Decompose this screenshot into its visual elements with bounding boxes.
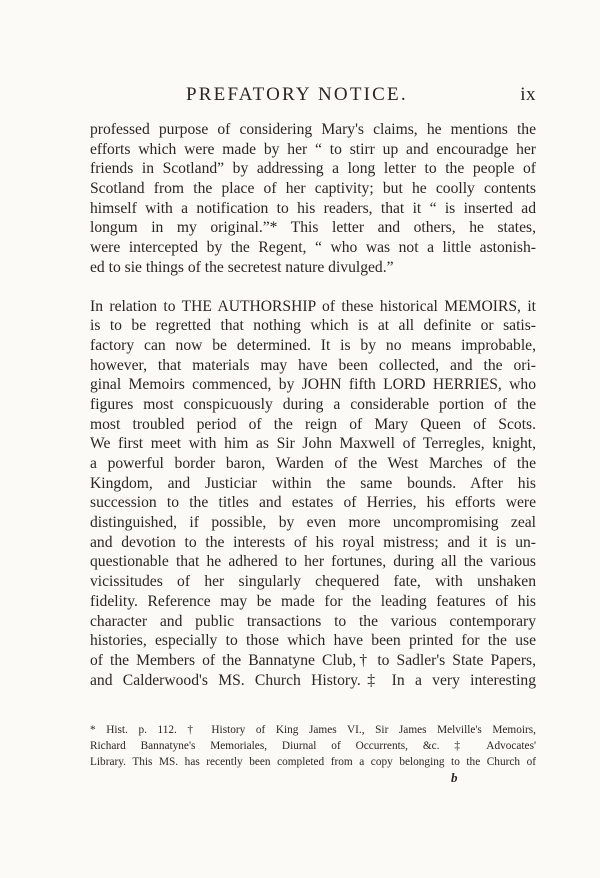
text-line: efforts which were made by her “ to stirr up and encouradge her xyxy=(90,140,536,158)
text-line: succession to the titles and estates of Herries, his efforts were xyxy=(90,494,536,512)
text-line: In relation to THE AUTHORSHIP of these historical MEMOIRS, it xyxy=(90,297,536,315)
text-line: were intercepted by the Regent, “ who was not a little astonish- xyxy=(90,239,536,257)
text-line: is to be regretted that nothing which is at all definite or satis- xyxy=(90,317,536,335)
text-line: distinguished, if possible, by even more uncompromising zeal xyxy=(90,514,536,532)
footnotes xyxy=(90,722,536,770)
running-title: PREFATORY NOTICE. xyxy=(186,84,408,105)
body-text xyxy=(90,120,536,690)
text-line: himself with a notification to his readers, that it “ is inserted ad xyxy=(90,199,536,217)
text-line: vicissitudes of her singularly chequered fate, with unshaken xyxy=(90,573,536,591)
paragraph-1 xyxy=(90,120,536,278)
text-line: friends in Scotland” by addressing a long letter to the people of xyxy=(90,160,536,178)
text-line: factory can now be determined. It is by no means improbable, xyxy=(90,336,536,354)
text-line: figures most conspicuously during a considerable portion of the xyxy=(90,395,536,413)
text-line: character and public transactions to the various contemporary xyxy=(90,612,536,630)
running-header xyxy=(186,84,536,106)
paragraph-2 xyxy=(90,297,536,691)
text-line: We first meet with him as Sir John Maxwell of Terregles, knight, xyxy=(90,435,536,453)
text-line: ginal Memoirs commenced, by JOHN fifth LORD HERRIES, who xyxy=(90,376,536,394)
text-line: professed purpose of considering Mary's claims, he mentions the xyxy=(90,121,536,138)
text-line: of the Members of the Bannatyne Club,† to Sadler's State Papers, xyxy=(90,651,536,669)
text-line: fidelity. Reference may be made for the leading features of his xyxy=(90,592,536,610)
text-line: and devotion to the interests of his royal mistress; and it is un- xyxy=(90,533,536,551)
page-number: ix xyxy=(520,84,536,105)
text-line: questionable that he adhered to her fortunes, during all the various xyxy=(90,553,536,571)
text-line: Kingdom, and Justiciar within the same bounds. After his xyxy=(90,474,536,492)
text-line: histories, especially to those which have been printed for the use xyxy=(90,632,536,650)
text-line: ed to sie things of the secretest nature divulged.” xyxy=(90,258,394,276)
text-line: most troubled period of the reign of Mary Queen of Scots. xyxy=(90,415,536,433)
text-line: longum in my original.”* This letter and others, he states, xyxy=(90,219,536,237)
signature-mark: b xyxy=(451,770,458,785)
footnote-line: * Hist. p. 112. † History of King James VI., Sir James Melville's Memoirs, xyxy=(90,724,536,736)
footnote-line: Library. This MS. has recently been completed from a copy belonging to the Church of xyxy=(90,756,536,768)
text-line: Scotland from the place of her captivity; but he coolly contents xyxy=(90,180,536,198)
text-line: a powerful border baron, Warden of the West Marches of the xyxy=(90,455,536,472)
text-line: however, that materials may have been collected, and the ori- xyxy=(90,356,536,374)
paragraph-gap xyxy=(90,278,536,297)
text-line: and Calderwood's MS. Church History.‡ In a very interesting xyxy=(90,671,536,689)
footnote-line: Richard Bannatyne's Memoriales, Diurnal of Occurrents, &c. ‡ Advocates' xyxy=(90,740,536,752)
